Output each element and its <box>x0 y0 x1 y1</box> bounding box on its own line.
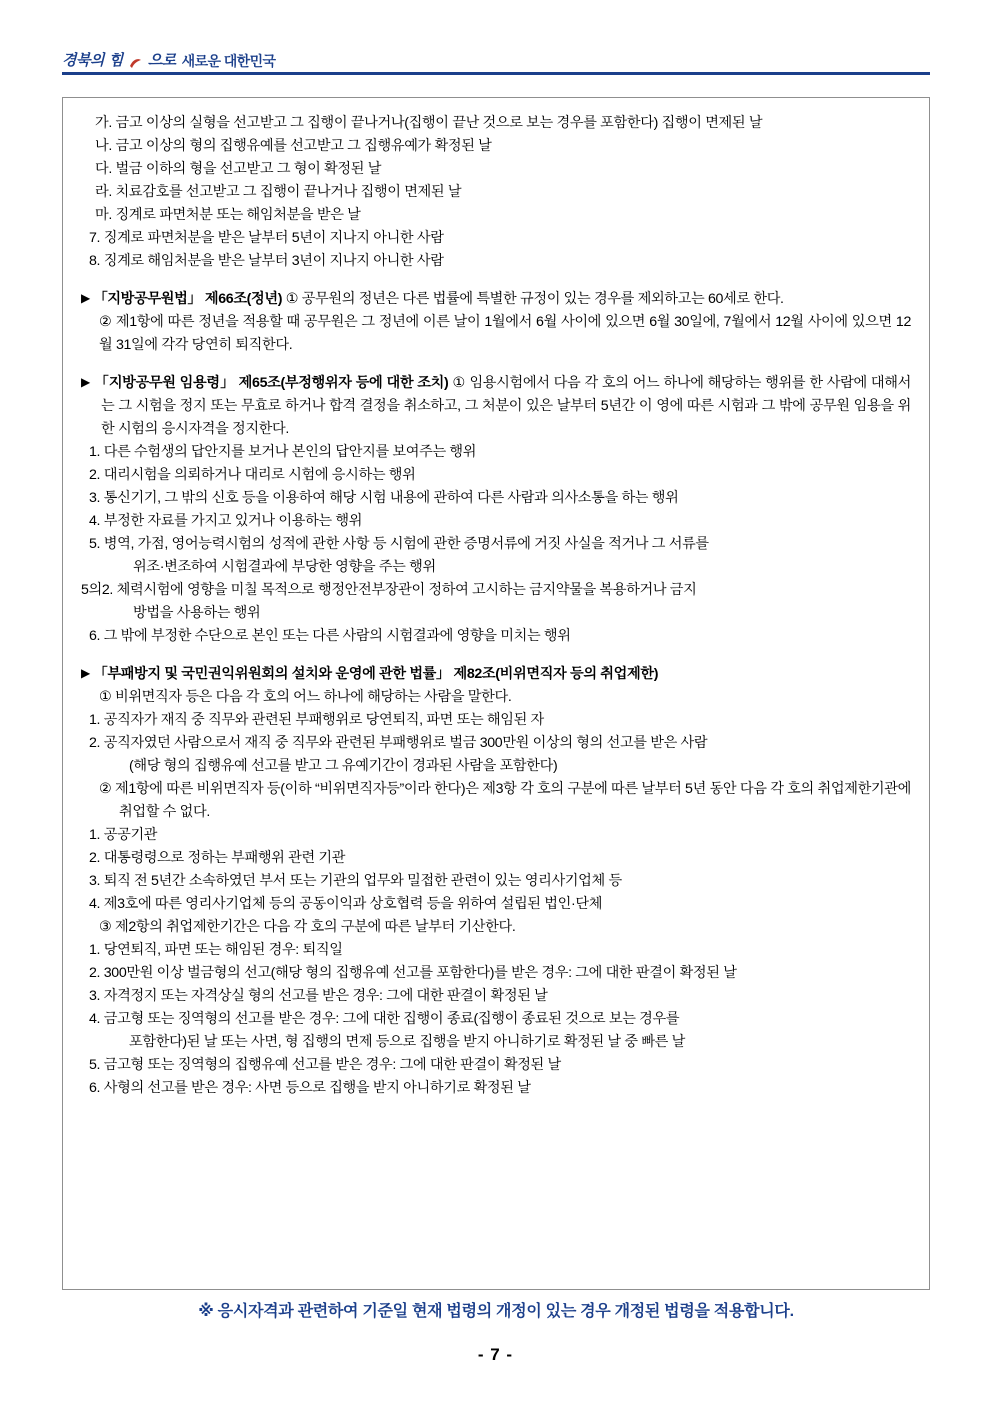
list-item-number: 6. <box>89 628 101 644</box>
list-item: 나. 금고 이상의 형의 집행유예를 선고받고 그 집행유예가 확정된 날 <box>95 138 492 154</box>
list-item <box>81 732 911 755</box>
list-item-text: 당연퇴직, 파면 또는 해임된 경우: 퇴직일 <box>103 942 343 958</box>
section-body-line: ① 공무원의 정년은 다른 법률에 특별한 규정이 있는 경우를 제외하고는 60세로 한다. <box>285 291 784 307</box>
list-item <box>81 709 911 732</box>
list-item <box>81 824 911 847</box>
list-item-number: 3. <box>89 873 101 889</box>
list-item-number: 2. <box>89 467 101 483</box>
list-item <box>81 893 911 916</box>
list-item-continuation: (해당 형의 집행유예 선고를 받고 그 유예기간이 경과된 사람을 포함한다) <box>129 758 558 774</box>
triangle-marker-icon: ▶ <box>81 375 91 389</box>
list-item <box>81 985 911 1008</box>
list-item-number: 3. <box>89 490 101 506</box>
list-item <box>81 441 911 464</box>
page-number: - 7 - <box>477 1345 514 1364</box>
list-item: 가. 금고 이상의 실형을 선고받고 그 집행이 끝나거나(집행이 끝난 것으로 보는 경우를 포함한다) 집행이 면제된 날 <box>95 115 763 131</box>
list-item <box>81 1008 911 1031</box>
list-item-number: 1. <box>89 827 101 843</box>
list-item-text: 사형의 선고를 받은 경우: 사면 등으로 집행을 받지 아니하기로 확정된 날 <box>103 1080 531 1096</box>
section-heading-appointment-decree <box>81 372 911 441</box>
list-item <box>81 962 911 985</box>
list-item-text: 병역, 가점, 영어능력시험의 성적에 관한 사항 등 시험에 관한 증명서류에 거짓 사실을 적거나 그 서류를 <box>103 536 709 552</box>
list-item <box>81 579 911 602</box>
list-item-number: 5. <box>89 536 101 552</box>
list-item-text: 체력시험에 영향을 미칠 목적으로 행정안전부장관이 정하여 고시하는 금지약물을 복용하거나 금지 <box>116 582 697 598</box>
list-item-number: 1. <box>89 444 101 460</box>
list-item <box>81 533 911 556</box>
list-item-text: 300만원 이상 벌금형의 선고(해당 형의 집행유예 선고를 포함한다)를 받은 경우: 그에 대한 판결이 확정된 날 <box>103 965 737 981</box>
logo-script-text: 경북의 힘 <box>62 51 123 69</box>
section-title: 「부패방지 및 국민권익위원회의 설치와 운영에 관한 법률」 제82조(비위면직자 등의 취업제한) <box>93 666 659 682</box>
list-item <box>81 510 911 533</box>
list-item-text: 부정한 자료를 가지고 있거나 이용하는 행위 <box>103 513 363 529</box>
list-item-text: 공공기관 <box>103 827 158 843</box>
list-item <box>81 464 911 487</box>
list-item: 7. 징계로 파면처분을 받은 날부터 5년이 지나지 아니한 사람 <box>89 230 444 246</box>
list-item: 8. 징계로 해임처분을 받은 날부터 3년이 지나지 아니한 사람 <box>89 253 444 269</box>
section-heading-local-public-officials-act <box>81 288 911 311</box>
swoosh-icon <box>129 57 142 70</box>
list-item-text: 통신기기, 그 밖의 신호 등을 이용하여 해당 시험 내용에 관하여 다른 사람과 의사소통을 하는 행위 <box>103 490 679 506</box>
clause-paragraph: ③ 제2항의 취업제한기간은 다음 각 호의 구분에 따른 날부터 기산한다. <box>99 919 516 935</box>
clause-paragraph: ① 비위면직자 등은 다음 각 호의 어느 하나에 해당하는 사람을 말한다. <box>99 689 512 705</box>
list-item <box>81 870 911 893</box>
list-item-text: 공직자가 재직 중 직무와 관련된 부패행위로 당연퇴직, 파면 또는 해임된 자 <box>103 712 544 728</box>
list-item-number: 5의2. <box>81 582 114 598</box>
list-item-number: 4. <box>89 896 101 912</box>
list-item-number: 4. <box>89 513 101 529</box>
list-item-continuation: 포함한다)된 날 또는 사면, 형 집행의 면제 등으로 집행을 받지 아니하기로 확정된 날 중 빠른 날 <box>129 1034 685 1050</box>
page-header <box>62 42 930 78</box>
list-item-number: 6. <box>89 1080 101 1096</box>
content-box <box>62 97 930 1290</box>
section-body-paragraph: ② 제1항에 따른 정년을 적용할 때 공무원은 그 정년에 이른 날이 1월에서 6월 사이에 있으면 6월 30일에, 7월에서 12월 사이에 있으면 12월 31일에 각각 당연히 퇴직한다. <box>99 314 911 353</box>
list-item-number: 2. <box>89 850 101 866</box>
list-item-text: 금고형 또는 징역형의 집행유예 선고를 받은 경우: 그에 대한 판결이 확정된 날 <box>103 1057 561 1073</box>
logo-suffix-text: 으로 <box>147 51 176 69</box>
list-item-number: 2. <box>89 735 101 751</box>
list-item <box>81 939 911 962</box>
section-heading-anti-corruption-act <box>81 663 911 686</box>
list-item-text: 퇴직 전 5년간 소속하였던 부서 또는 기관의 업무와 밀접한 관련이 있는 영리사기업체 등 <box>103 873 622 889</box>
list-item-number: 4. <box>89 1011 101 1027</box>
triangle-marker-icon: ▶ <box>81 291 90 305</box>
section-body-paragraph: ① 임용시험에서 다음 각 호의 어느 하나에 해당하는 행위를 한 사람에 대해서는 그 시험을 정지 또는 무효로 하거나 합격 결정을 취소하고, 그 처분이 있은 날부터 5년간 이 영에 따른 시험과 그 밖에 공무원 임용을 위한 시험의 응시자격을 정지한다. <box>101 375 911 437</box>
list-item-text: 대리시험을 의뢰하거나 대리로 시험에 응시하는 행위 <box>103 467 416 483</box>
list-item-text: 공직자였던 사람으로서 재직 중 직무와 관련된 부패행위로 벌금 300만원 이상의 형의 선고를 받은 사람 <box>103 735 708 751</box>
logo <box>62 42 930 68</box>
list-item-continuation: 방법을 사용하는 행위 <box>133 605 261 621</box>
list-item <box>81 625 911 648</box>
list-item-number: 5. <box>89 1057 101 1073</box>
list-item: 마. 징계로 파면처분 또는 해임처분을 받은 날 <box>95 207 361 223</box>
list-item-text: 자격정지 또는 자격상실 형의 선고를 받은 경우: 그에 대한 판결이 확정된 날 <box>103 988 548 1004</box>
footer-note: ※ 응시자격과 관련하여 기준일 현재 법령의 개정이 있는 경우 개정된 법령을 적용합니다. <box>198 1303 794 1320</box>
list-item-number: 1. <box>89 942 101 958</box>
list-item: 라. 치료감호를 선고받고 그 집행이 끝나거나 집행이 면제된 날 <box>95 184 462 200</box>
logo-main-text: 새로운 대한민국 <box>181 53 276 69</box>
list-item-text: 제3호에 따른 영리사기업체 등의 공동이익과 상호협력 등을 위하여 설립된 법인·단체 <box>103 896 603 912</box>
list-item <box>81 1077 911 1100</box>
header-divider <box>62 72 930 75</box>
list-item-text: 그 밖에 부정한 수단으로 본인 또는 다른 사람의 시험결과에 영향을 미치는 행위 <box>103 628 571 644</box>
list-item-number: 1. <box>89 712 101 728</box>
list-item-number: 3. <box>89 988 101 1004</box>
list-item-number: 2. <box>89 965 101 981</box>
section-title: 「지방공무원 임용령」 제65조(부정행위자 등에 대한 조치) <box>94 375 449 391</box>
section-title: 「지방공무원법」 제66조(정년) <box>93 291 283 307</box>
triangle-marker-icon: ▶ <box>81 666 90 680</box>
list-item-text: 금고형 또는 징역형의 선고를 받은 경우: 그에 대한 집행이 종료(집행이 종료된 것으로 보는 경우를 <box>103 1011 680 1027</box>
clause-paragraph: ② 제1항에 따른 비위면직자 등(이하 “비위면직자등”이라 한다)은 제3항 각 호의 구분에 따른 날부터 5년 동안 다음 각 호의 취업제한기관에 취업할 수 없다. <box>99 781 911 820</box>
list-item: 다. 벌금 이하의 형을 선고받고 그 형이 확정된 날 <box>95 161 382 177</box>
list-item <box>81 847 911 870</box>
list-item-text: 다른 수험생의 답안지를 보거나 본인의 답안지를 보여주는 행위 <box>103 444 477 460</box>
list-item-text: 대통령령으로 정하는 부패행위 관련 기관 <box>103 850 346 866</box>
list-item <box>81 487 911 510</box>
list-item-continuation: 위조·변조하여 시험결과에 부당한 영향을 주는 행위 <box>133 559 436 575</box>
list-item <box>81 1054 911 1077</box>
